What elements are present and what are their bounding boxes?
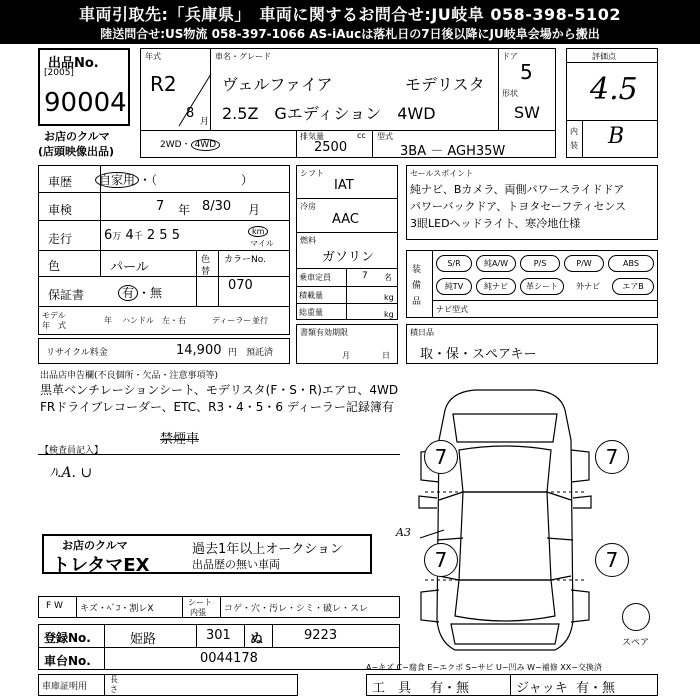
sales-line-2: パワーバックドア、トヨタセーフティセンス [410, 200, 627, 213]
drive-4wd: 4WD [191, 139, 221, 151]
garage-cert-note-2: さ [110, 685, 118, 694]
year-month: 8 [186, 106, 195, 121]
interior-value: B [608, 124, 625, 149]
fuel-label: 燃料 [300, 236, 316, 245]
accessories-value: 取・保・スペアキー [420, 347, 537, 362]
tire-front-right: 7 [595, 440, 629, 474]
promo-shop: お店のクルマ [62, 539, 128, 552]
promo-name: トレタマEX [52, 555, 150, 576]
tools-value: 有・無 [430, 681, 470, 696]
reg-class: 301 [206, 628, 231, 643]
year-era: R2 [150, 72, 177, 96]
equip-sr: S/R [436, 255, 472, 272]
document-label: 書類有効期限 [300, 328, 348, 337]
sales-label: セールスポイント [410, 169, 474, 178]
damage-pointer [418, 526, 446, 540]
mileage-mile: マイル [250, 239, 274, 248]
chassis-value: 0044178 [200, 651, 258, 666]
tire-rear-left: 7 [424, 543, 458, 577]
mileage-d4: 5 [159, 228, 168, 243]
notes-label: 出品店申告欄(不良個所・欠品・注意事項等) [40, 371, 219, 381]
model-label: 型式 [377, 132, 393, 141]
fw-items: キズ・ﾍﾞｺ・割レX [80, 604, 154, 614]
equipment-label: 装備品 [412, 265, 422, 307]
year-label: 年式 [145, 52, 161, 61]
mileage-d1: 6 [104, 228, 113, 243]
score-value: 4.5 [590, 72, 638, 107]
door-label: ドア [502, 52, 518, 61]
color-code-value: 070 [228, 278, 253, 293]
shape-value: SW [514, 103, 540, 122]
drive-2wd: 2WD [160, 140, 182, 150]
mileage-d5: 5 [171, 228, 180, 243]
damage-mark-a3: A3 [396, 526, 411, 539]
handle-label: ハンドル [122, 316, 154, 325]
ac-value: AAC [332, 212, 359, 227]
weight-unit: kg [384, 310, 394, 319]
color-change-2: 替 [201, 267, 211, 277]
car-body-diagram [405, 380, 605, 665]
seat-label-2: 内張 [190, 608, 206, 617]
load-label: 積載量 [299, 291, 323, 300]
shop-video-label: (店頭映像出品) [38, 145, 115, 158]
modelyear-label-2: 年 式 [42, 321, 66, 330]
warranty-label: 保証書 [48, 288, 85, 302]
inspector-label: 【検査員記入】 [40, 446, 104, 456]
recycle-note: 預託済 [246, 348, 274, 358]
color-value: パール [110, 260, 149, 275]
inspection-date: 8/30 [202, 199, 232, 214]
handle-value: 左・右 [162, 316, 186, 325]
sales-line-3: 3眼LEDヘッドライト、寒冷地仕様 [410, 217, 581, 230]
lot-label: 出品No. [48, 56, 99, 71]
mileage-label: 走行 [48, 232, 73, 246]
equip-leather-seat: 革シート [520, 278, 564, 295]
jack-value: 有・無 [576, 681, 616, 696]
shape-label: 形状 [502, 89, 518, 98]
dealer-label: ディーラー [212, 316, 252, 325]
car-subname: モデリスタ [405, 75, 485, 94]
spare-tire-icon [622, 603, 650, 631]
interior-label-1: 内 [570, 127, 578, 136]
mileage-u2: 千 [133, 232, 143, 242]
recycle-value: 14,900 [176, 343, 222, 358]
capacity-value: 7 [362, 271, 368, 281]
car-grade: 2.5Z Gエディション 4WD [222, 104, 436, 123]
drive-sep: ・ [181, 140, 191, 150]
history-label: 車歴 [48, 175, 73, 189]
interior-label-2: 装 [570, 141, 578, 150]
spare-label: スペア [622, 638, 650, 648]
promo-line-2: 出品歴の無い車両 [192, 558, 280, 571]
ac-label: 冷房 [300, 202, 316, 211]
reg-label: 登録No. [44, 631, 91, 645]
shop-car-label: お店のクルマ [44, 130, 110, 143]
banner-line-1: 車両引取先:「兵庫県」 車両に関するお問合せ:JU岐阜 058-398-5102 [79, 5, 621, 24]
tire-front-left: 7 [424, 440, 458, 474]
chassis-label: 車台No. [44, 654, 91, 668]
reg-kana: ぬ [250, 632, 264, 647]
mileage-value [104, 228, 180, 243]
inspector-handwriting: ﾊ.A. ∪ [50, 465, 93, 481]
color-label: 色 [48, 259, 61, 273]
name-label: 車名・グレード [215, 52, 271, 61]
warranty-no: 無 [150, 286, 163, 300]
document-month: 月 [342, 351, 350, 360]
shift-label: シフト [300, 169, 324, 178]
reg-city: 姫路 [130, 632, 157, 647]
equip-ps: P/S [520, 255, 560, 272]
warranty-yes: 有 [118, 285, 138, 301]
tools-label: 工 具 [372, 681, 412, 696]
score-label: 評価点 [592, 52, 616, 61]
dealer-value: 並行 [252, 316, 268, 325]
fuel-value: ガソリン [322, 250, 375, 265]
disp-label: 排気量 [300, 132, 324, 141]
lot-number: 90004 [44, 88, 127, 118]
door-value: 5 [520, 60, 533, 84]
fw-label: F W [46, 601, 63, 611]
shift-value: IAT [334, 178, 354, 193]
color-code-label: カラーNo. [224, 255, 266, 265]
history-rest: ・（ ） [139, 173, 254, 187]
load-unit: kg [384, 293, 394, 302]
model-value: 3BA － AGH35W [400, 144, 506, 159]
seat-label-1: シート [188, 598, 212, 607]
recycle-unit: 円 [228, 348, 238, 358]
mileage-u1: 万 [112, 232, 122, 242]
document-day: 日 [382, 351, 390, 360]
no-smoking-text: 禁煙車 [160, 432, 200, 447]
weight-label: 総重量 [299, 308, 323, 317]
garage-cert-note-1: 長 [110, 675, 118, 684]
recycle-label: リサイクル料金 [46, 348, 108, 358]
damage-legend: A−キズ C−腐食 E−エクボ S−サビ U−凹み W−補修 XX−交換済 [366, 663, 602, 672]
tire-rear-right: 7 [595, 543, 629, 577]
seat-items: コゲ・穴・汚レ・シミ・破レ・スレ [224, 604, 369, 614]
equip-ext-navi: 外ナビ [568, 278, 608, 295]
sales-line-1: 純ナビ、Bカメラ、両側パワースライドドア [410, 183, 625, 196]
equip-alloy-wheel: 純A/W [476, 255, 516, 272]
inspection-month-unit: 月 [248, 203, 261, 217]
jack-label: ジャッキ [516, 681, 568, 696]
header-banner [0, 0, 700, 44]
mileage-d3: 2 [146, 228, 156, 243]
garage-cert-label: 車庫証明用 [42, 682, 88, 692]
equip-tv: 純TV [436, 278, 472, 295]
equip-pw: P/W [564, 255, 604, 272]
history-value [95, 171, 253, 188]
inspection-year: 7 [156, 199, 165, 214]
warranty-value [118, 284, 162, 301]
year-month-unit: 月 [200, 117, 210, 127]
disp-value: 2500 [314, 140, 348, 155]
equip-navi: 純ナビ [476, 278, 516, 295]
modelyear-year: 年 [104, 316, 112, 325]
notes-line-2: FRドライブレコーダー、ETC、R3・4・5・6 ディーラー記録簿有 [40, 400, 394, 414]
banner-line-2: 陸送問合せ:US物流 058-397-1066 AS-iAucは落札日の7日後以降にJU岐阜会場から搬出 [100, 27, 600, 41]
disp-unit: cc [357, 131, 366, 140]
history-private: 自家用 [95, 172, 139, 188]
reg-number: 9223 [304, 628, 338, 643]
capacity-unit: 名 [384, 273, 392, 282]
lot-year-tag: [2005] [44, 68, 74, 78]
color-change-1: 色 [201, 255, 211, 265]
mileage-d2: 4 [125, 228, 134, 243]
inspection-year-unit: 年 [178, 203, 191, 217]
mileage-km: km [248, 226, 268, 237]
promo-line-1: 過去1年以上オークション [192, 542, 344, 557]
accessories-label: 積日品 [410, 328, 434, 337]
navi-model-label: ナビ型式 [436, 305, 468, 314]
modelyear-label-1: モデル [42, 311, 66, 320]
warranty-sep: ・ [138, 286, 151, 300]
equip-abs: ABS [608, 255, 654, 272]
no-smoking-label [160, 428, 199, 447]
drive-selector [160, 137, 220, 150]
capacity-label: 乗車定員 [299, 273, 331, 282]
equip-airbag: エアB [612, 278, 654, 295]
inspection-label: 車検 [48, 203, 73, 217]
car-name: ヴェルファイア [222, 75, 333, 94]
notes-line-1: 黒革ベンチレーションシート、モデリスタ(F・S・R)エアロ、4WD [40, 383, 399, 397]
